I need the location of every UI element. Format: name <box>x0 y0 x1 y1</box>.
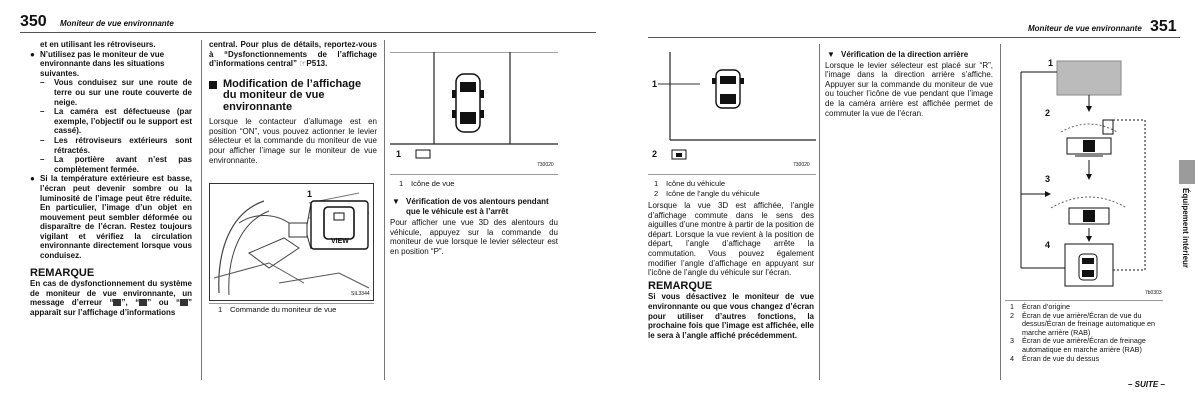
chapter-tab <box>1179 160 1195 184</box>
column-divider <box>201 40 202 380</box>
figure-callout: 2 <box>652 149 658 159</box>
dash-item: – La portière avant n’est pas complètement fermée. <box>40 155 192 174</box>
column-divider <box>384 40 385 380</box>
steering-wheel-illustration <box>209 183 374 301</box>
continued-text: central. Pour plus de détails, reportez-vous à “Dysfonctionnements de l’affichage d’informations central” ☞P513. <box>209 40 377 69</box>
right-running-title: Moniteur de vue environnante <box>1028 24 1142 33</box>
flow-callout: 3 <box>1045 174 1051 184</box>
figure-caption-list <box>1010 303 1165 363</box>
figure-caption: 1 Icône de vue <box>399 179 455 188</box>
left-col2 <box>209 40 377 165</box>
section-body: Lorsque la vue 3D est affichée, l’angle d’affichage commute dans le sens des aiguilles d’une montre à partir de la position de départ. Lorsque la vue revient à la position de départ, l’angle d’affichage arrête la commutation. Vous pouvez également modifier l’angle d’affichage en appuyant sur l’icône de l’angle du véhicule sur l’écran. <box>648 201 814 278</box>
view-switch-figure <box>209 183 374 301</box>
dash-item: – Les rétroviseurs extérieurs sont rétractés. <box>40 135 192 155</box>
bullet-text: N’utilisez pas le moniteur de vue environnante dans les situations suivantes. <box>40 49 165 78</box>
dash-text: La portière avant n’est pas complètement fermée. <box>54 155 192 174</box>
view-button-label: VIEW <box>331 238 349 245</box>
square-bullet-icon <box>209 81 217 89</box>
subsection-body: Pour afficher une vue 3D des alentours du véhicule, appuyez sur la commande du moniteur de vue lorsque le levier sélecteur est en position “P”. <box>390 218 558 256</box>
3d-view-illustration <box>648 52 816 170</box>
dash-text: Vous conduisez sur une route de terre ou sur une route couverte de neige. <box>54 78 192 107</box>
right-col1 <box>648 201 814 340</box>
suite-label: – SUITE – <box>1128 380 1165 389</box>
view-icon-figure <box>390 52 558 170</box>
figure-code: SIL3344 <box>351 291 370 297</box>
figure-caption: 1 Icône du véhicule <box>654 179 726 188</box>
dash-item: – Vous conduisez sur une route de terre ou sur une route couverte de neige. <box>40 78 192 107</box>
left-col1 <box>30 40 192 318</box>
left-page-number: 350 <box>20 13 47 30</box>
column-divider <box>1000 44 1001 380</box>
flow-callout: 2 <box>1045 108 1051 118</box>
figure-caption: 3 Écran de vue arrière/Écran de freinage automatique en marche arrière (RAB) <box>1010 336 1146 354</box>
figure-caption-list <box>654 179 760 198</box>
dash-text: Les rétroviseurs extérieurs sont rétractés. <box>54 135 192 155</box>
right-col2 <box>825 50 993 118</box>
section-body: Lorsque le contacteur d’allumage est en position “ON”, vous pouvez actionner le levier sélecteur et la commande du moniteur de vue pour afficher l’image sur le moniteur de vue environnante. <box>209 117 377 165</box>
remarque-text: En cas de dysfonctionnement du système de moniteur de vue environnante, un message d’erreur “ ”, “ ” ou “ ” apparaît sur l’affichage d’informations <box>30 279 192 318</box>
figure-callout: 1 <box>396 149 402 159</box>
caption-rule <box>1005 300 1163 301</box>
right-page-number: 351 <box>1150 18 1177 35</box>
caption-rule <box>648 174 816 175</box>
left-col3 <box>390 197 558 257</box>
caption-rule <box>390 174 558 175</box>
bullet-item: ● Si la température extérieure est basse, l’écran peut devenir sombre ou la luminosité de l’image peut être réduite. En particulier, l’image d’un objet en mouvement peut sembler déformée ou disparaître de l’écran. Restez toujours vigilant et vérifiez la circulation environnante directement lorsque vous conduisez. <box>30 174 192 261</box>
triangle-down-icon: ▼ <box>392 197 400 206</box>
right-header-rule <box>648 37 1180 38</box>
figure-callout: 1 <box>307 189 313 199</box>
caption-rule <box>209 303 374 304</box>
figure-code: 730020 <box>793 162 810 168</box>
chapter-side-label: Équipement intérieur <box>1181 188 1190 269</box>
dash-item: – La caméra est défectueuse (par exemple, l’objectif ou le support est cassé). <box>40 107 192 136</box>
remarque-text: Si vous désactivez le moniteur de vue environnante ou que vous changez d’écran pour utiliser d’autres fonctions, la prochaine fois que l’image est affichée, elle le sera à l’angle affiché précédemment. <box>648 292 814 340</box>
screen-flow-diagram <box>1005 58 1165 298</box>
figure-callout: 1 <box>652 79 658 89</box>
flow-callout: 1 <box>1048 58 1054 68</box>
flow-callout: 4 <box>1045 240 1051 250</box>
error-icon <box>180 299 188 306</box>
figure-caption: 2 Écran de vue arrière/Écran de vue du dessus/Écran de freinage automatique en marche arrière (RAB) <box>1010 310 1156 337</box>
column-divider <box>819 44 820 380</box>
figure-caption: 2 Icône de l’angle du véhicule <box>654 188 760 198</box>
figure-caption: 1 Commande du moniteur de vue <box>218 305 337 314</box>
figure-caption: 4 Écran de vue du dessus <box>1010 353 1100 363</box>
figure-code: 730020 <box>537 162 554 168</box>
section-heading: Modification de l’affichage du moniteur de vue environnante <box>209 79 377 114</box>
left-running-title: Moniteur de vue environnante <box>60 19 174 28</box>
subsection-heading: ▼ Vérification de la direction arrière <box>827 50 969 59</box>
remarque-title: REMARQUE <box>648 279 713 292</box>
bullet-item: ● N’utilisez pas le moniteur de vue environnante dans les situations suivantes. <box>30 49 165 78</box>
subsection-body: Lorsque le levier sélecteur est placé sur “R”, l’image dans la direction arrière s’affiche. Appuyer sur la commande du moniteur de vue ou toucher l’icône de vue pendant que l’image de la caméra arrière est affichée permet de commuter la vue de l’écran. <box>825 60 993 118</box>
3d-view-figure <box>648 52 816 170</box>
screen-flow-figure <box>1005 58 1165 298</box>
bullet-text: Si la température extérieure est basse, l’écran peut devenir sombre ou la luminosité de l’image peut être réduite. En particulier, l’image d’un objet en mouvement peut sembler déformée ou disparaître de l’écran. Restez toujours vigilant et vérifiez la circulation environnante directement lorsque vous conduisez. <box>40 174 192 261</box>
triangle-down-icon: ▼ <box>827 50 835 59</box>
left-header-rule <box>20 32 596 33</box>
screen-view-illustration <box>390 52 558 170</box>
remarque-title: REMARQUE <box>30 266 95 279</box>
dash-text: La caméra est défectueuse (par exemple, l’objectif ou le support est cassé). <box>54 107 192 136</box>
figure-code: 7b0303 <box>1145 290 1162 296</box>
figure-caption: 1 Écran d’origine <box>1010 302 1070 311</box>
intro-text: et en utilisant les rétroviseurs. <box>40 40 156 49</box>
subsection-heading: ▼ Vérification de vos alentours pendant que le véhicule est à l’arrêt <box>392 197 549 216</box>
